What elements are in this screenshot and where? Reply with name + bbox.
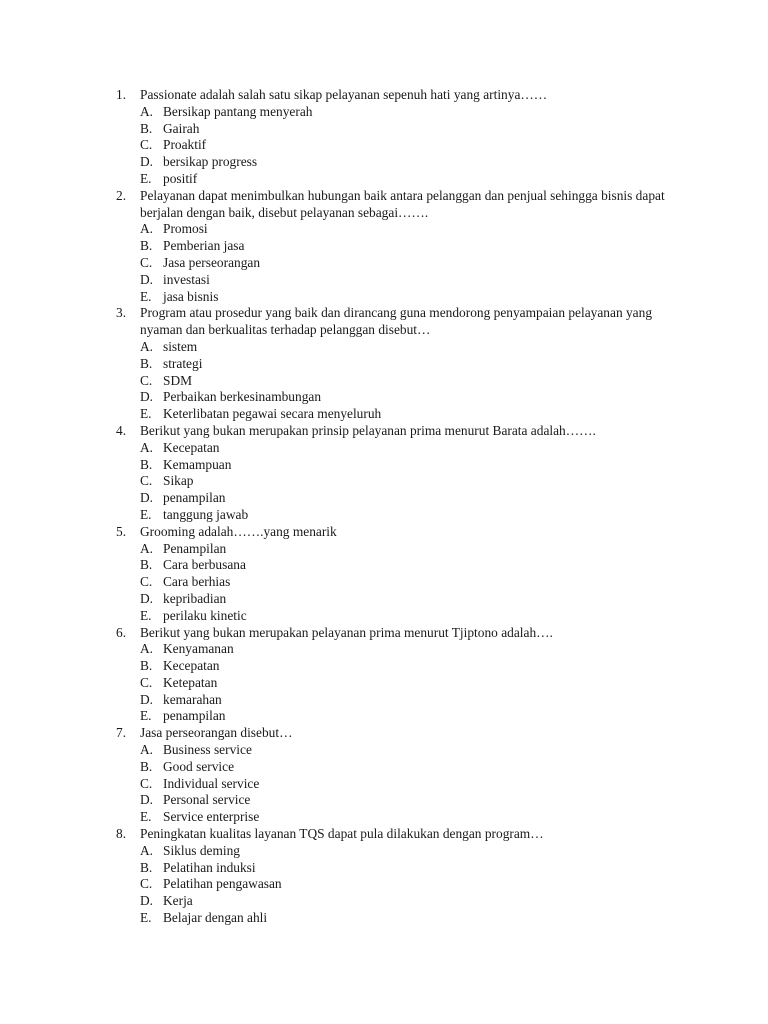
question-number: 5. [116, 523, 127, 539]
option-letter: D. [140, 590, 154, 606]
question-stem [116, 725, 696, 742]
option-letter: D. [140, 389, 154, 405]
option-text: penampilan [163, 708, 226, 724]
option-letter: E. [140, 506, 152, 522]
option-text: Perbaikan berkesinambungan [163, 389, 322, 405]
option-e [116, 406, 696, 423]
option-c [116, 675, 696, 692]
option-letter: B. [140, 758, 153, 774]
option-text: Sikap [163, 473, 194, 489]
question-number: 7. [116, 725, 127, 741]
option-e [116, 708, 696, 725]
option-e [116, 809, 696, 826]
option-letter: E. [140, 406, 152, 422]
question-5 [116, 524, 696, 625]
option-letter: E. [140, 288, 152, 304]
option-letter: C. [140, 574, 153, 590]
option-letter: A. [140, 103, 154, 119]
option-letter: A. [140, 742, 154, 758]
option-letter: B. [140, 859, 153, 875]
option-text: Individual service [163, 775, 260, 791]
question-stem [116, 826, 696, 843]
option-c [116, 255, 696, 272]
option-a [116, 541, 696, 558]
option-text: Gairah [163, 120, 200, 136]
option-b [116, 759, 696, 776]
option-e [116, 910, 696, 927]
option-text: kepribadian [163, 590, 227, 606]
question-text: Grooming adalah…….yang menarik [140, 523, 337, 539]
option-text: Pemberian jasa [163, 238, 245, 254]
question-8 [116, 826, 696, 927]
question-4 [116, 423, 696, 524]
question-list [116, 87, 696, 927]
option-c [116, 473, 696, 490]
option-text: Kenyamanan [163, 641, 234, 657]
question-6 [116, 625, 696, 726]
question-number: 1. [116, 87, 127, 102]
option-b [116, 238, 696, 255]
question-stem [116, 305, 696, 339]
option-letter: A. [140, 338, 154, 354]
option-text: Personal service [163, 792, 251, 808]
option-a [116, 742, 696, 759]
option-text: positif [163, 170, 198, 186]
option-e [116, 608, 696, 625]
option-letter: E. [140, 910, 152, 926]
option-letter: C. [140, 254, 153, 270]
option-text: sistem [163, 338, 198, 354]
option-letter: C. [140, 137, 153, 153]
option-text: strategi [163, 355, 203, 371]
option-letter: A. [140, 439, 154, 455]
option-letter: E. [140, 607, 152, 623]
option-text: Business service [163, 742, 252, 758]
question-text: Berikut yang bukan merupakan pelayanan prima menurut Tjiptono adalah…. [140, 624, 553, 640]
option-b [116, 658, 696, 675]
option-a [116, 104, 696, 121]
option-d [116, 893, 696, 910]
option-c [116, 776, 696, 793]
option-b [116, 557, 696, 574]
option-text: SDM [163, 372, 193, 388]
question-text: Pelayanan dapat menimbulkan hubungan baik antara pelanggan dan penjual sehingga bisnis dapat berjalan dengan baik, disebut pelayanan sebagai……. [140, 187, 665, 220]
option-letter: B. [140, 355, 153, 371]
option-text: Pelatihan pengawasan [163, 876, 282, 892]
option-letter: B. [140, 658, 153, 674]
option-letter: E. [140, 708, 152, 724]
option-letter: B. [140, 238, 153, 254]
option-text: Keterlibatan pegawai secara menyeluruh [163, 406, 382, 422]
question-1 [116, 87, 696, 188]
option-c [116, 574, 696, 591]
option-d [116, 692, 696, 709]
question-text: Program atau prosedur yang baik dan dirancang guna mendorong penyampaian pelayanan yang nyaman dan berkualitas terhadap pelanggan disebut… [140, 305, 653, 338]
option-letter: C. [140, 674, 153, 690]
option-e [116, 289, 696, 306]
question-number: 4. [116, 422, 127, 438]
option-text: Promosi [163, 221, 208, 237]
option-text: Pelatihan induksi [163, 859, 256, 875]
option-c [116, 876, 696, 893]
option-letter: E. [140, 809, 152, 825]
option-letter: B. [140, 557, 153, 573]
option-text: Bersikap pantang menyerah [163, 103, 313, 119]
option-c [116, 137, 696, 154]
option-text: jasa bisnis [163, 288, 219, 304]
option-d [116, 792, 696, 809]
option-text: Kerja [163, 893, 193, 909]
option-letter: E. [140, 170, 152, 186]
question-2 [116, 188, 696, 306]
option-letter: A. [140, 221, 154, 237]
question-stem [116, 87, 696, 104]
option-text: Penampilan [163, 540, 227, 556]
option-text: Proaktif [163, 137, 207, 153]
option-a [116, 440, 696, 457]
option-d [116, 389, 696, 406]
option-text: Jasa perseorangan [163, 254, 261, 270]
option-text: Kemampuan [163, 456, 232, 472]
question-text: Berikut yang bukan merupakan prinsip pelayanan prima menurut Barata adalah……. [140, 422, 596, 438]
option-letter: C. [140, 876, 153, 892]
option-text: Cara berbusana [163, 557, 246, 573]
question-text: Jasa perseorangan disebut… [140, 725, 293, 741]
question-stem [116, 188, 696, 222]
question-text: Passionate adalah salah satu sikap pelayanan sepenuh hati yang artinya…… [140, 87, 548, 102]
question-text: Peningkatan kualitas layanan TQS dapat pula dilakukan dengan program… [140, 826, 544, 842]
option-d [116, 272, 696, 289]
question-3 [116, 305, 696, 423]
option-d [116, 154, 696, 171]
question-stem [116, 524, 696, 541]
option-d [116, 490, 696, 507]
option-letter: C. [140, 473, 153, 489]
option-text: Good service [163, 758, 235, 774]
option-a [116, 339, 696, 356]
option-c [116, 373, 696, 390]
option-text: Kecepatan [163, 439, 220, 455]
option-a [116, 221, 696, 238]
option-text: investasi [163, 271, 210, 287]
option-letter: D. [140, 691, 154, 707]
option-letter: C. [140, 775, 153, 791]
option-text: Cara berhias [163, 574, 231, 590]
question-7 [116, 725, 696, 826]
option-text: Ketepatan [163, 674, 218, 690]
option-text: Belajar dengan ahli [163, 910, 268, 926]
option-d [116, 591, 696, 608]
option-text: kemarahan [163, 691, 222, 707]
option-letter: A. [140, 540, 154, 556]
option-text: tanggung jawab [163, 506, 249, 522]
question-number: 2. [116, 187, 127, 203]
question-number: 8. [116, 826, 127, 842]
option-e [116, 171, 696, 188]
option-b [116, 121, 696, 138]
option-letter: A. [140, 842, 154, 858]
option-letter: D. [140, 154, 154, 170]
option-a [116, 641, 696, 658]
question-number: 3. [116, 305, 127, 321]
option-text: perilaku kinetic [163, 607, 247, 623]
option-letter: D. [140, 271, 154, 287]
option-letter: D. [140, 792, 154, 808]
option-text: Kecepatan [163, 658, 220, 674]
option-b [116, 457, 696, 474]
option-b [116, 860, 696, 877]
option-letter: D. [140, 490, 154, 506]
option-text: Service enterprise [163, 809, 260, 825]
question-number: 6. [116, 624, 127, 640]
option-letter: B. [140, 456, 153, 472]
option-b [116, 356, 696, 373]
option-letter: B. [140, 120, 153, 136]
question-stem [116, 625, 696, 642]
option-text: penampilan [163, 490, 226, 506]
option-letter: D. [140, 893, 154, 909]
option-text: Siklus deming [163, 842, 241, 858]
question-stem [116, 423, 696, 440]
option-letter: A. [140, 641, 154, 657]
option-text: bersikap progress [163, 154, 258, 170]
option-e [116, 507, 696, 524]
option-letter: C. [140, 372, 153, 388]
option-a [116, 843, 696, 860]
